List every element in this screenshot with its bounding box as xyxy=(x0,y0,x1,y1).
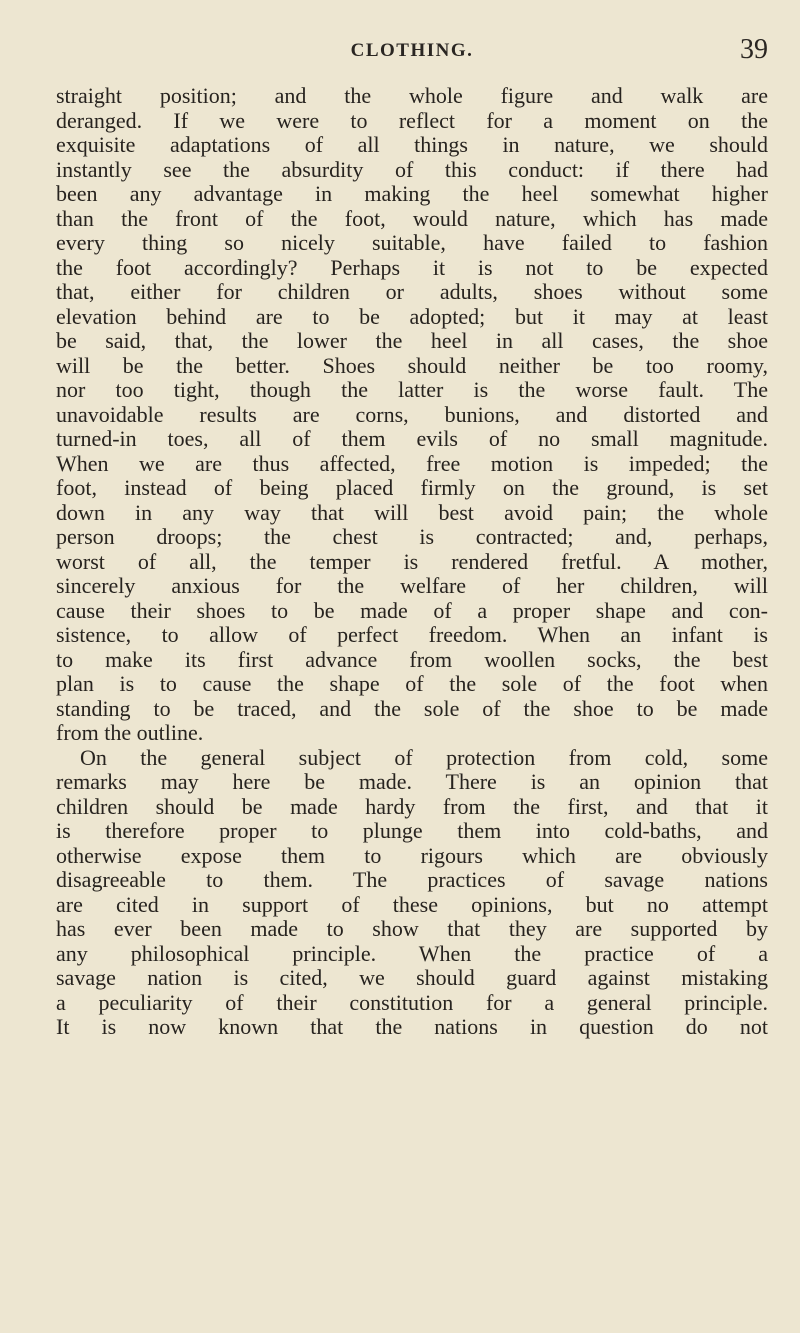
text-line: down in any way that will best avoid pain; the whole xyxy=(56,499,768,525)
text-line: to make its first advance from woollen socks, the best xyxy=(56,646,768,672)
text-line: worst of all, the temper is rendered fretful. A mother, xyxy=(56,548,768,574)
text-line: savage nation is cited, we should guard against mistaking xyxy=(56,965,768,990)
text-line: deranged. If we were to reflect for a moment on the xyxy=(56,107,768,133)
running-title: CLOTHING. xyxy=(350,40,474,61)
text-line: the foot accordingly? Perhaps it is not to be expected xyxy=(56,254,768,280)
body-text xyxy=(56,84,768,1040)
text-line: been any advantage in making the heel somewhat higher xyxy=(56,181,768,206)
text-line: children should be made hardy from the first, and that it xyxy=(56,793,768,819)
text-line: straight position; and the whole figure and walk are xyxy=(56,83,768,108)
text-line: sincerely anxious for the welfare of her children, will xyxy=(56,573,768,598)
text-line: When we are thus affected, free motion is impeded; the xyxy=(56,450,768,476)
text-line: every thing so nicely suitable, have failed to fashion xyxy=(56,230,768,255)
text-line: plan is to cause the shape of the sole of the foot when xyxy=(56,671,768,696)
text-line: disagreeable to them. The practices of savage nations xyxy=(56,867,768,892)
text-line: any philosophical principle. When the practice of a xyxy=(56,940,768,966)
text-line: cause their shoes to be made of a proper shape and con- xyxy=(56,597,768,623)
text-line: standing to be traced, and the sole of the shoe to be made xyxy=(56,695,768,721)
text-line: nor too tight, though the latter is the worse fault. The xyxy=(56,377,768,402)
text-line: instantly see the absurdity of this conduct: if there had xyxy=(56,156,768,182)
text-line: are cited in support of these opinions, but no attempt xyxy=(56,891,768,917)
text-line: that, either for children or adults, shoes without some xyxy=(56,279,768,304)
paragraph-end-line: from the outline. xyxy=(56,720,204,745)
text-line: exquisite adaptations of all things in nature, we should xyxy=(56,132,768,157)
page-number: 39 xyxy=(740,34,768,65)
text-line: will be the better. Shoes should neither be too roomy, xyxy=(56,352,768,378)
text-line: be said, that, the lower the heel in all cases, the shoe xyxy=(56,328,768,353)
text-line: a peculiarity of their constitution for a general principle. xyxy=(56,989,768,1015)
paragraph-start-line: On the general subject of protection from cold, some xyxy=(80,744,768,770)
text-line: It is now known that the nations in question do not xyxy=(56,1014,768,1039)
text-line: person droops; the chest is contracted; and, perhaps, xyxy=(56,524,768,549)
text-line: remarks may here be made. There is an opinion that xyxy=(56,769,768,794)
text-line: turned-in toes, all of them evils of no small magnitude. xyxy=(56,426,768,451)
text-line: otherwise expose them to rigours which are obviously xyxy=(56,842,768,868)
running-head xyxy=(56,34,768,74)
text-line: elevation behind are to be adopted; but it may at least xyxy=(56,303,768,329)
text-line: foot, instead of being placed firmly on the ground, is set xyxy=(56,475,768,500)
text-line: sistence, to allow of perfect freedom. When an infant is xyxy=(56,622,768,647)
text-line: than the front of the foot, would nature, which has made xyxy=(56,205,768,231)
text-line: unavoidable results are corns, bunions, and distorted and xyxy=(56,401,768,427)
text-line: is therefore proper to plunge them into cold-baths, and xyxy=(56,818,768,843)
text-line: has ever been made to show that they are supported by xyxy=(56,916,768,941)
